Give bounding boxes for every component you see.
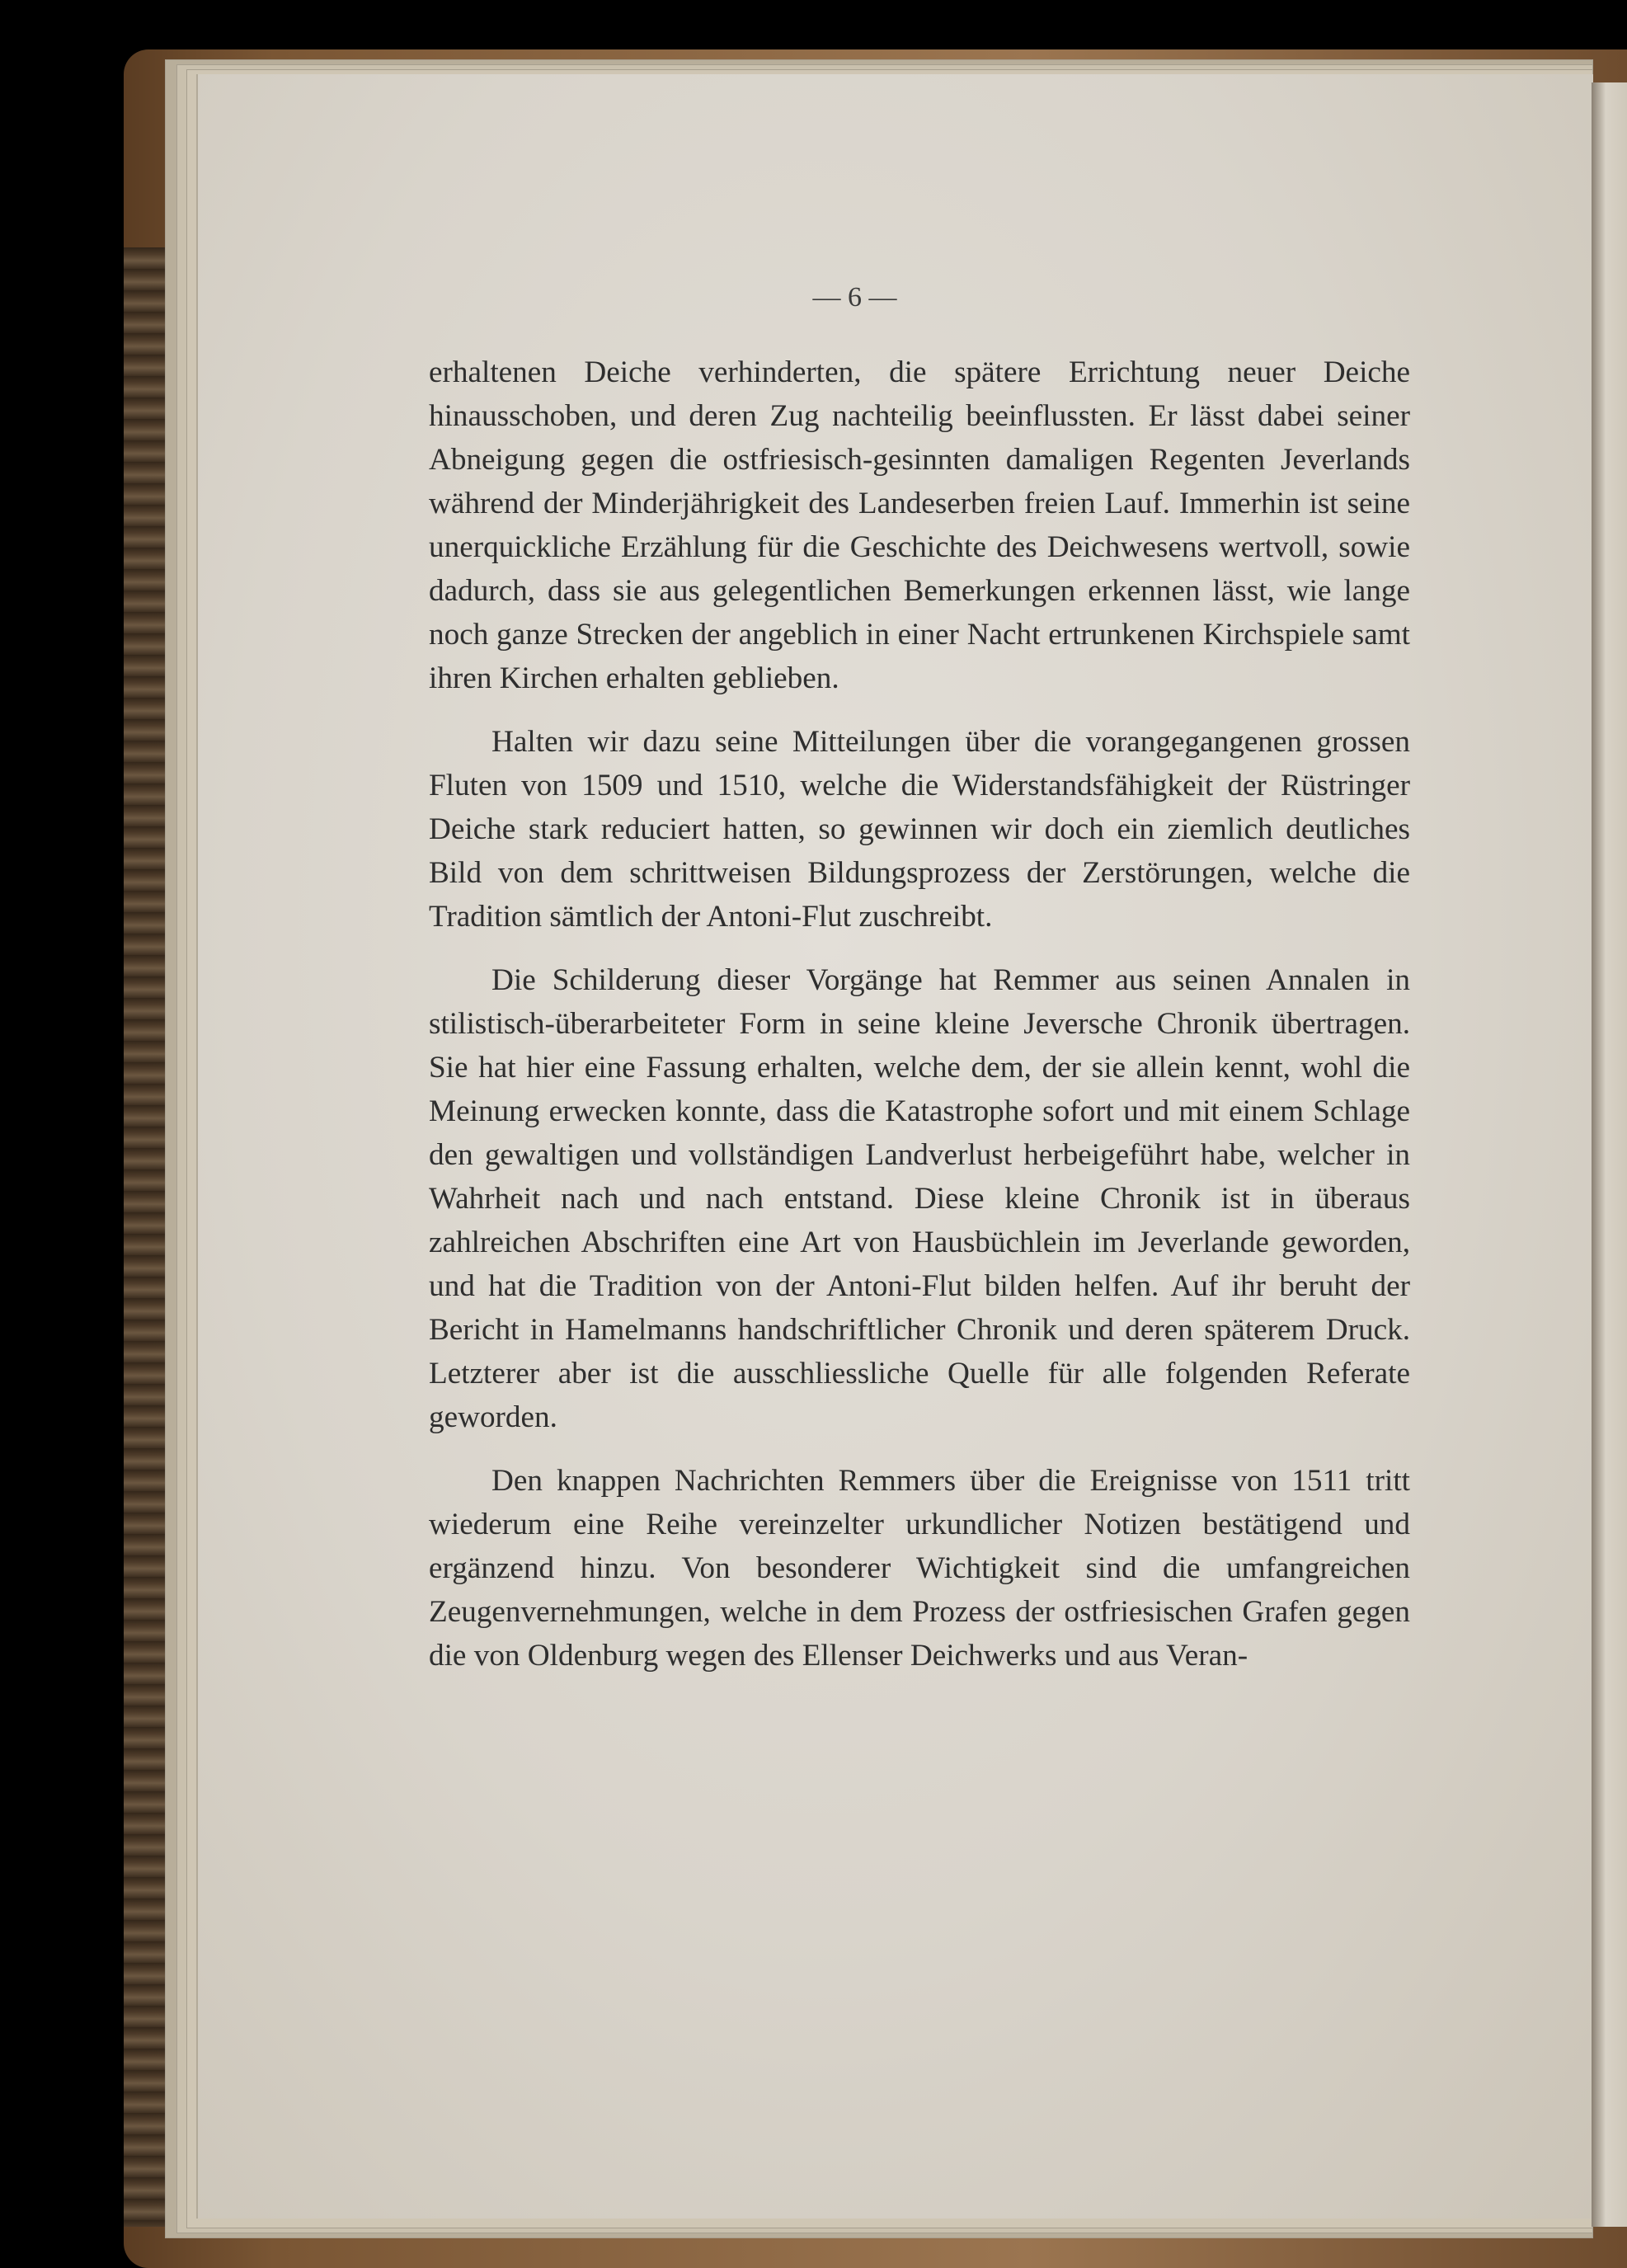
paragraph: Die Schilderung dieser Vorgänge hat Remmer aus seinen Annalen in stilistisch-überarbeiteter Form in seine kleine Jeversche Chronik übertragen. Sie hat hier eine Fassung erhalten, welche dem, der sie allein kennt, wohl die Meinung erwecken konnte, dass die Katastrophe sofort und mit einem Schlage den gewaltigen und vollständigen Landverlust herbeigeführt habe, welcher in Wahrheit nach und nach entstand. Diese kleine Chronik ist in überaus zahlreichen Abschriften eine Art von Hausbüchlein im Jeverlande geworden, und hat die Tradition von der Antoni-Flut bilden helfen. Auf ihr beruht der Bericht in Hamelmanns handschriftlicher Chronik und deren späterem Druck. Letzterer aber ist die ausschliessliche Quelle für alle folgenden Referate geworden. <box>429 963 1410 1434</box>
facing-page-edge <box>1592 82 1627 2227</box>
page-number: — 6 — <box>812 282 897 313</box>
paragraph: erhaltenen Deiche verhinderten, die spätere Errichtung neuer Deiche hinausschoben, und deren Zug nachteilig beeinflussten. Er lässt dabei seiner Abneigung gegen die ostfriesisch-gesinnten damaligen Regenten Jeverlands während der Minderjährigkeit des Landeserben freien Lauf. Immerhin ist seine unerquickliche Erzählung für die Geschichte des Deichwesens wertvoll, sowie dadurch, dass sie aus gelegentlichen Bemerkungen erkennen lässt, wie lange noch ganze Strecken der angeblich in einer Nacht ertrunkenen Kirchspiele samt ihren Kirchen erhalten geblieben. <box>429 355 1410 695</box>
body-text <box>429 351 1410 1697</box>
paragraph: Den knappen Nachrichten Remmers über die Ereignisse von 1511 tritt wiederum eine Reihe vereinzelter urkundlicher Notizen bestätigend und ergänzend hinzu. Von besonderer Wichtigkeit sind die umfangreichen Zeugenvernehmungen, welche in dem Prozess der ostfriesischen Grafen gegen die von Oldenburg wegen des Ellenser Deichwerks und aus Veran- <box>429 1464 1410 1673</box>
paragraph: Halten wir dazu seine Mitteilungen über die vorangegangenen grossen Fluten von 1509 und 1510, welche die Widerstandsfähigkeit der Rüstringer Deiche stark reduciert hatten, so gewinnen wir doch ein ziemlich deutliches Bild von dem schrittweisen Bildungsprozess der Zerstörungen, welche die Tradition sämtlich der Antoni-Flut zuschreibt. <box>429 725 1410 934</box>
